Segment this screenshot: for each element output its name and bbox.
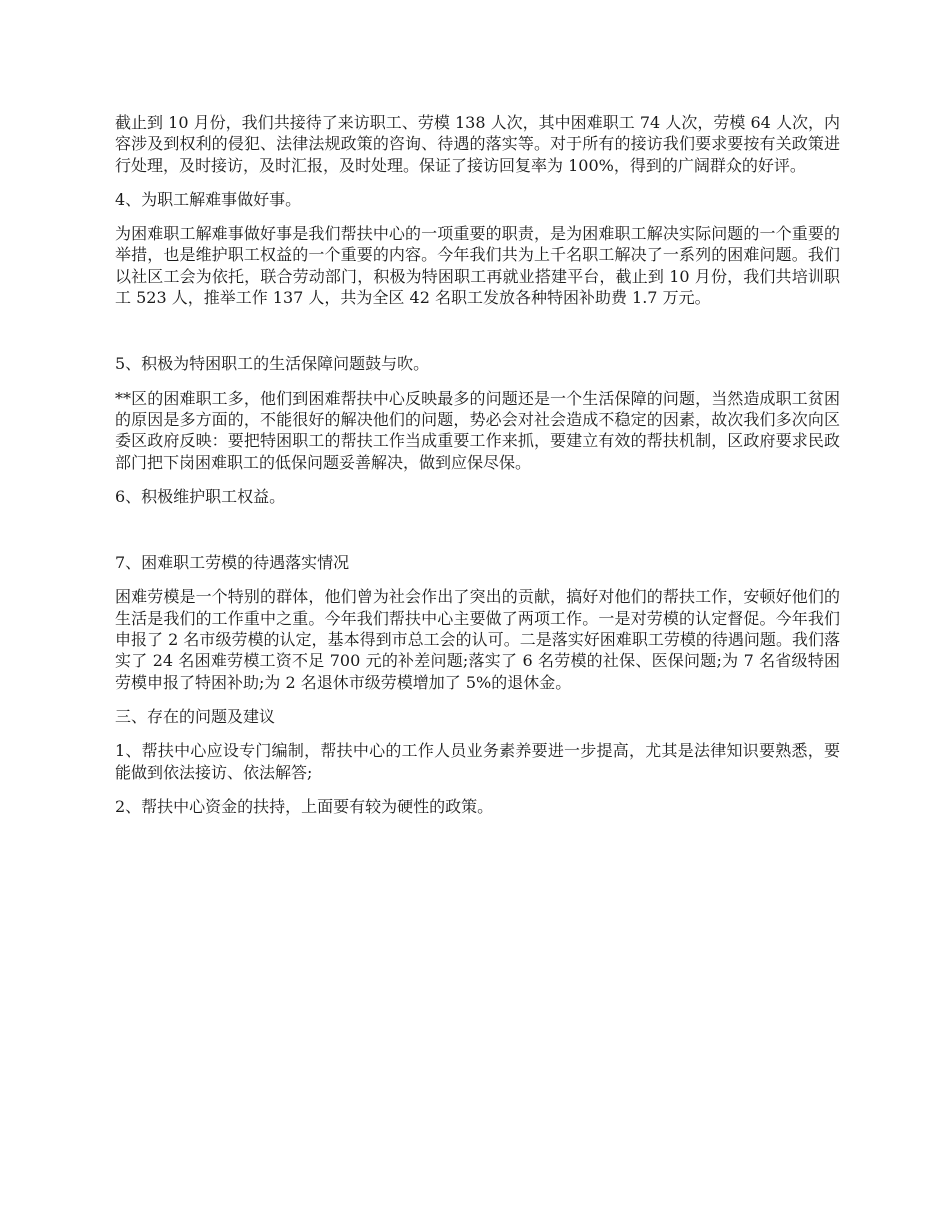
heading-item-5: 5、积极为特困职工的生活保障问题鼓与吹。 [115, 354, 430, 374]
document-body [115, 112, 840, 830]
paragraph-model-workers: 困难劳模是一个特别的群体，他们曾为社会作出了突出的贡献，搞好对他们的帮扶工作，安顿好他们的生活是我们的工作重中之重。今年我们帮扶中心主要做了两项工作。一是对劳模的认定督促。今年我们申报了 2 名市级劳模的认定，基本得到市总工会的认可。二是落实好困难职工劳模的待遇问题。我们落实了 24 名困难劳模工资不足 700 元的补差问题;落实了 6 名劳模的社保、医保问题;为 7 名省级特困劳模申报了特困补助;为 2 名退休市级劳模增加了 5%的退休金。 [115, 587, 840, 692]
paragraph-living-security: **区的困难职工多，他们到困难帮扶中心反映最多的问题还是一个生活保障的问题，当然造成职工贫困的原因是多方面的，不能很好的解决他们的问题，势必会对社会造成不稳定的因素，故次我们多次向区委区政府反映：要把特困职工的帮扶工作当成重要工作来抓，要建立有效的帮扶机制，区政府要求民政部门把下岗困难职工的低保问题妥善解决，做到应保尽保。 [115, 388, 840, 472]
paragraph-suggestion-1: 1、帮扶中心应设专门编制，帮扶中心的工作人员业务素养要进一步提高，尤其是法律知识要熟悉，要能做到依法接访、依法解答; [115, 741, 840, 782]
paragraph-visits-summary: 截止到 10 月份，我们共接待了来访职工、劳模 138 人次，其中困难职工 74 人次，劳模 64 人次，内容涉及到权利的侵犯、法律法规政策的咨询、待遇的落实等。对于所有的接访我们要求要按有关政策进行处理，及时接访，及时汇报，及时处理。保证了接访回复率为 100%，得到的广阔群众的好评。 [115, 113, 840, 175]
heading-item-7: 7、困难职工劳模的待遇落实情况 [115, 553, 350, 573]
heading-item-4: 4、为职工解难事做好事。 [115, 189, 302, 209]
paragraph-suggestion-2: 2、帮扶中心资金的扶持，上面要有较为硬性的政策。 [115, 796, 494, 816]
heading-item-6: 6、积极维护职工权益。 [115, 486, 286, 506]
paragraph-solving-difficulties: 为困难职工解难事做好事是我们帮扶中心的一项重要的职责，是为困难职工解决实际问题的一个重要的举措，也是维护职工权益的一个重要的内容。今年我们共为上千名职工解决了一系列的困难问题。我们以社区工会为依托，联合劳动部门，积极为特困职工再就业搭建平台，截止到 10 月份，我们共培训职工 523 人，推举工作 137 人，共为全区 42 名职工发放各种特困补助费 1.7 万元。 [115, 224, 840, 308]
blank-line [115, 321, 840, 353]
blank-line [115, 520, 840, 552]
heading-section-3: 三、存在的问题及建议 [115, 706, 276, 726]
